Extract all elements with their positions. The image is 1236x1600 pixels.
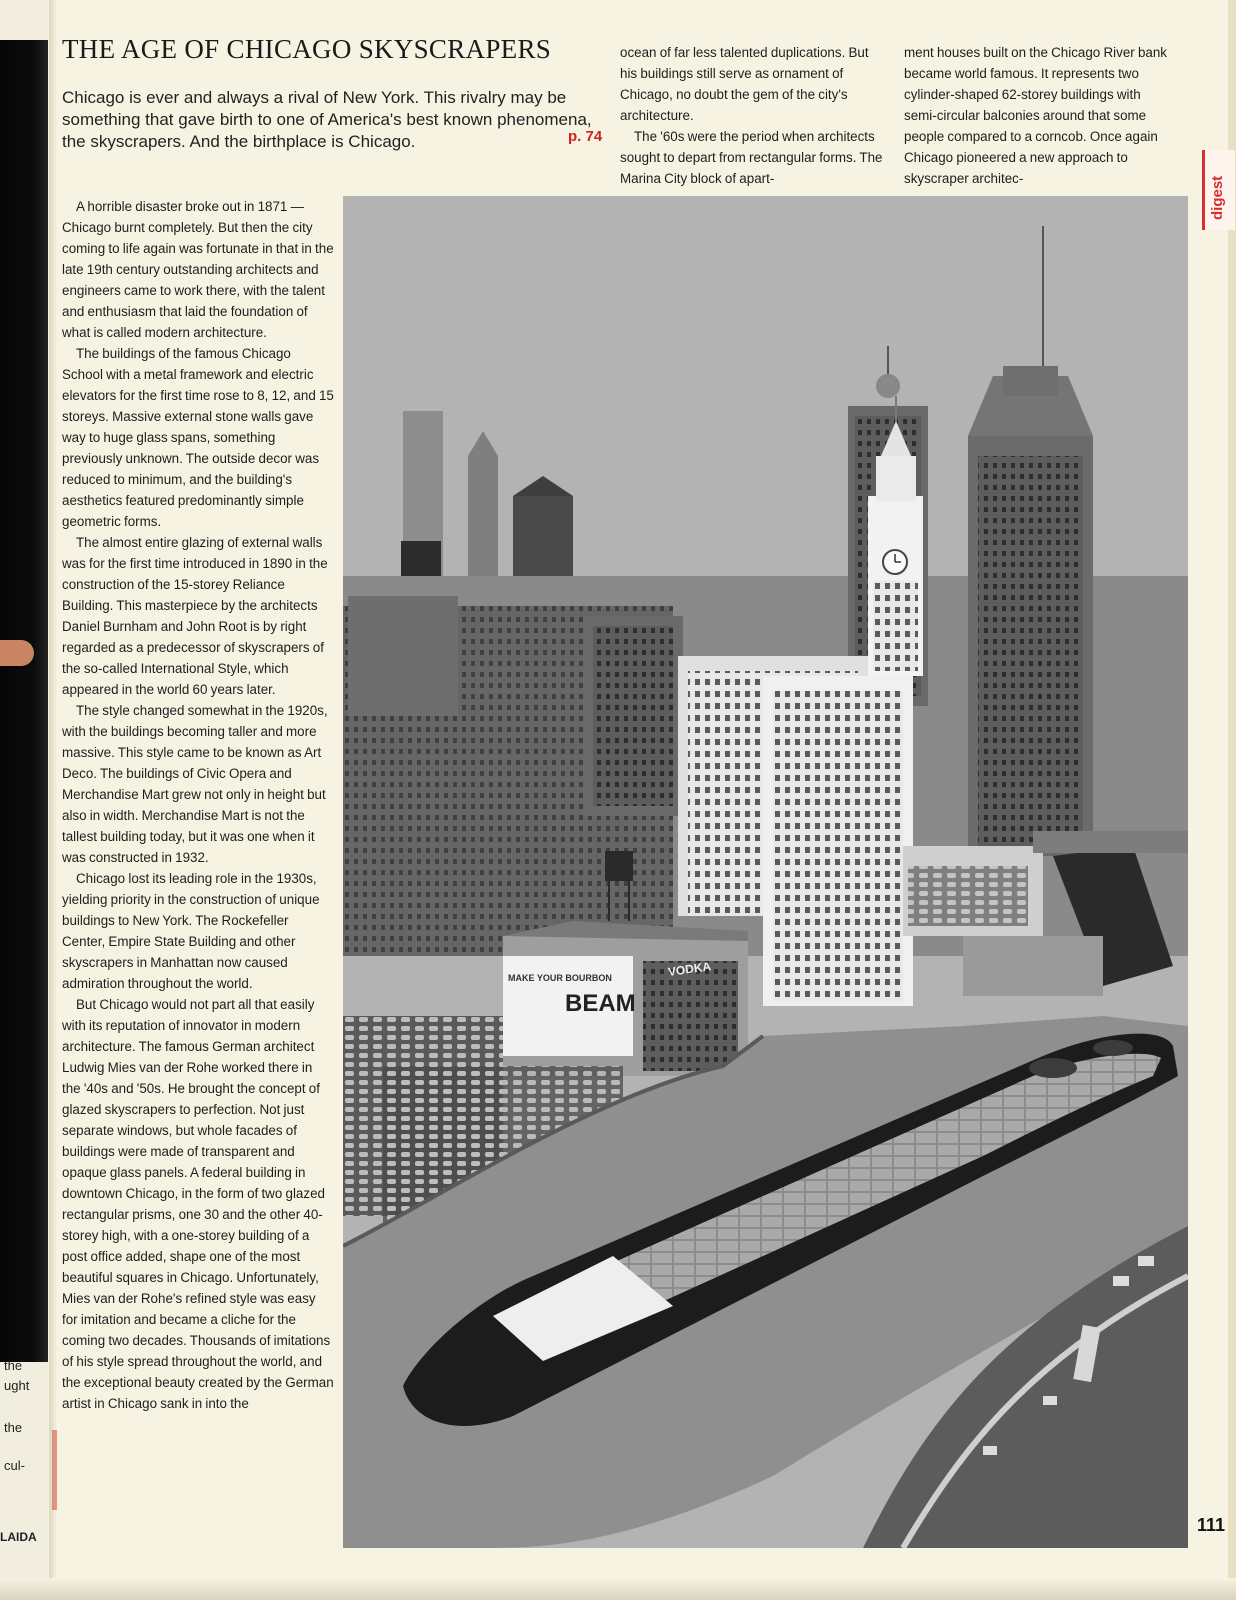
photo-illustration [343, 196, 1188, 1548]
page-spine [49, 0, 57, 1600]
billboard-title: BEAM [565, 990, 636, 1017]
previous-page-edge [0, 0, 48, 1600]
spine-mark [52, 1430, 57, 1510]
paragraph: The almost entire glazing of external walls was for the first time introduced in 1890 in the construction of the 15-storey Reliance Building. This masterpiece by the architects Daniel Burnham and John Root is by right regarded as a predecessor of skyscrapers of the so-called International Style, which appeared in the world 60 years later. [62, 535, 328, 697]
section-tab[interactable] [1202, 150, 1235, 230]
page-reference[interactable]: p. 74 [568, 128, 603, 145]
paragraph: The '60s were the period when architects sought to depart from rectangular forms. The Marina City block of apart- [620, 129, 883, 186]
vodka-sign: VODKA [667, 959, 712, 980]
page-edge [1228, 0, 1236, 1600]
paragraph: ment houses built on the Chicago River bank became world famous. It represents two cylinder-shaped 62-storey buildings with semi-circular balconies around that some people compared to a corncob. Once again Chicago pioneered a new approach to skyscraper architec- [904, 45, 1167, 186]
article-title: THE AGE OF CHICAGO SKYSCRAPERS [62, 34, 552, 64]
water-tower [605, 851, 633, 881]
paragraph: Chicago lost its leading role in the 1930s, yielding priority in the construction of unique buildings to New York. The Rockefeller Center, Empire State Building and other skyscrapers in Manhattan now caused admiration throughout the world. [62, 871, 320, 991]
page-number: 111 [1197, 1515, 1226, 1535]
previous-page-footer: LAIDA [0, 1530, 37, 1544]
previous-page-text: the cul- [4, 1420, 25, 1473]
body-column-middle [620, 42, 888, 189]
body-column-right [904, 42, 1174, 189]
paragraph: But Chicago would not part all that easily with its reputation of innovator in modern architecture. The famous German architect Ludwig Mies van der Rohe worked there in the '40s and '50s. He brought the concept of glazed skyscrapers to perfection. Not just separate windows, but whole facades of buildings were made of transparent and opaque glass panels. A federal building in downtown Chicago, in the form of two glazed rectangular prisms, one 30 and the other 40-storey high, with a one-storey building of a post office added, shape one of the most beautiful squares in Chicago. Unfortunately, Mies van der Rohe's refined style was easy for imitation and became a cliche for the coming two decades. Thousands of imitations of his style spread throughout the world, and the exceptional beauty created by the German artist in Chicago sank in into the [62, 997, 334, 1411]
previous-page-photo [0, 40, 48, 1362]
paragraph: ocean of far less talented duplications. But his buildings still serve as ornament of Chicago, no doubt the gem of the city's architecture. [620, 45, 869, 123]
article-lead: Chicago is ever and always a rival of New York. This rivalry may be something that gave birth to one of America's best known phenomena, the skyscrapers. And the birthplace is Chicago. [62, 88, 592, 151]
section-tab-label: digest [1209, 175, 1226, 220]
paragraph: The buildings of the famous Chicago School with a metal framework and electric elevators for the first time rose to 8, 12, and 15 storeys. Massive external stone walls gave way to huge glass spans, something previously unknown. The outside decor was reduced to minimum, and the building's aesthetics featured predominantly simple geometric forms. [62, 346, 334, 529]
paragraph: The style changed somewhat in the 1920s, with the buildings becoming taller and more massive. This style came to be known as Art Deco. The buildings of Civic Opera and Merchandise Mart grew not only in height but also in width. Merchandise Mart is not the tallest building today, but it was one when it was constructed in 1932. [62, 703, 328, 865]
previous-page-text: the ught [4, 1358, 30, 1393]
page-bottom-edge [0, 1578, 1236, 1600]
billboard-text: MAKE YOUR BOURBON [508, 973, 612, 983]
previous-page-photo-detail [0, 640, 34, 666]
chicago-river-photo [343, 196, 1188, 1548]
paragraph: A horrible disaster broke out in 1871 — Chicago burnt completely. But then the city coming to life again was fortunate in that in the late 19th century outstanding architects and engineers came to work there, with the talent and enthusiasm that laid the foundation of what is called modern architecture. [62, 199, 334, 340]
body-column-left [62, 196, 334, 1414]
